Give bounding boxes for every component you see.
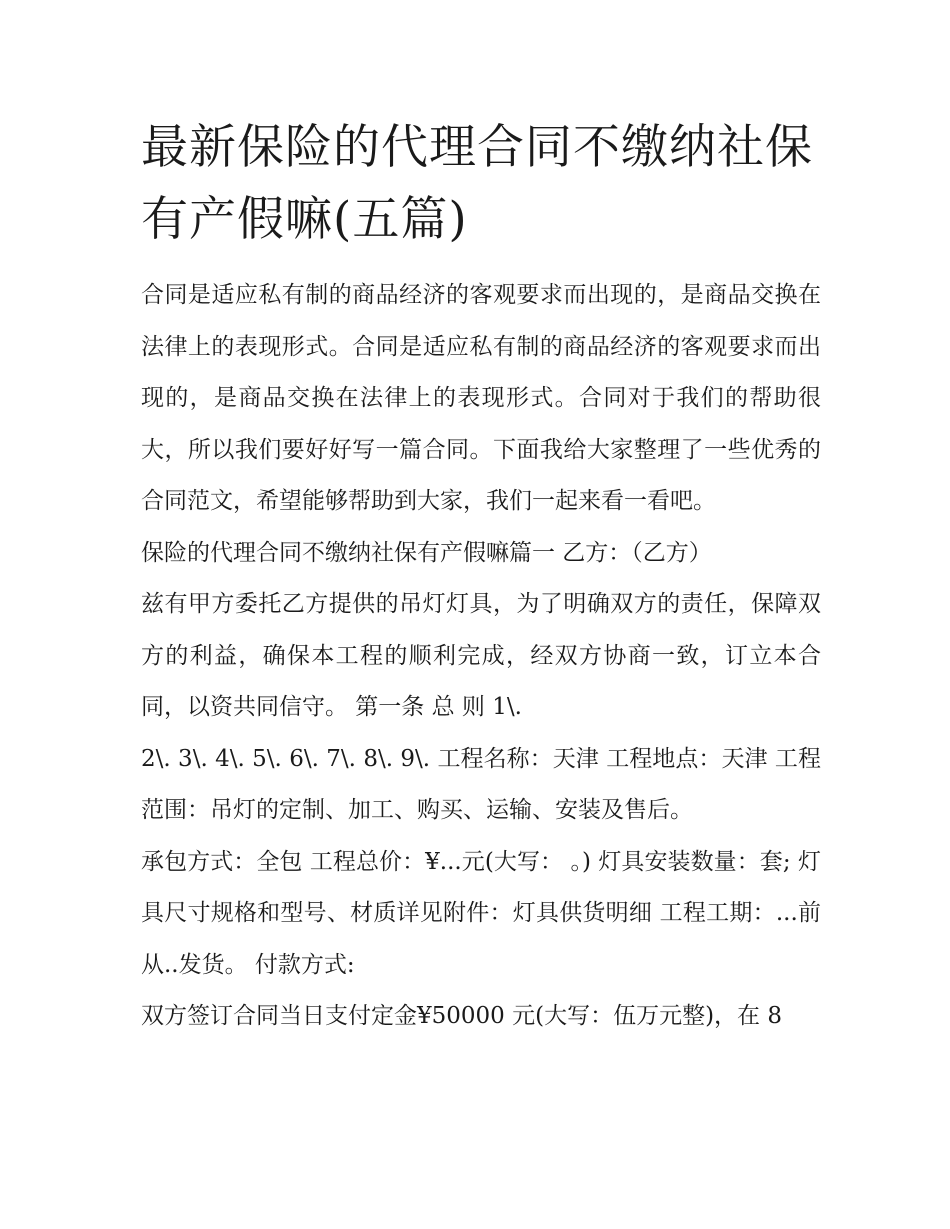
contract-clause-items: 2\. 3\. 4\. 5\. 6\. 7\. 8\. 9\. 工程名称：天津 工程地点：天津 工程范围：吊灯的定制、加工、购买、运输、安装及售后。 (141, 745, 821, 823)
document-page (141, 112, 821, 1043)
document-title: 最新保险的代理合同不缴纳社保有产假嘛(五篇) (141, 120, 813, 247)
contract-preamble: 兹有甲方委托乙方提供的吊灯灯具，为了明确双方的责任，保障双方的利益，确保本工程的顺利完成，经双方协商一致，订立本合同，以资共同信守。 第一条 总 则 1\. (141, 591, 821, 720)
payment-terms: 双方签订合同当日支付定金¥50000 元(大写：伍万元整)，在 8 (141, 1003, 783, 1029)
intro-paragraph: 合同是适应私有制的商品经济的客观要求而出现的，是商品交换在法律上的表现形式。合同是适应私有制的商品经济的客观要求而出现的，是商品交换在法律上的表现形式。合同对于我们的帮助很大，所以我们要好好写一篇合同。下面我给大家整理了一些优秀的合同范文，希望能够帮助到大家，我们一起来看一看吧。 (141, 282, 821, 514)
section-heading-1: 保险的代理合同不缴纳社保有产假嘛篇一 乙方：（乙方） (141, 539, 712, 566)
contract-terms: 承包方式：全包 工程总价：¥...元(大写： 。) 灯具安装数量：套; 灯具尺寸规格和型号、材质详见附件：灯具供货明细 工程工期：...前从..发货。 付款方式: (141, 848, 821, 978)
